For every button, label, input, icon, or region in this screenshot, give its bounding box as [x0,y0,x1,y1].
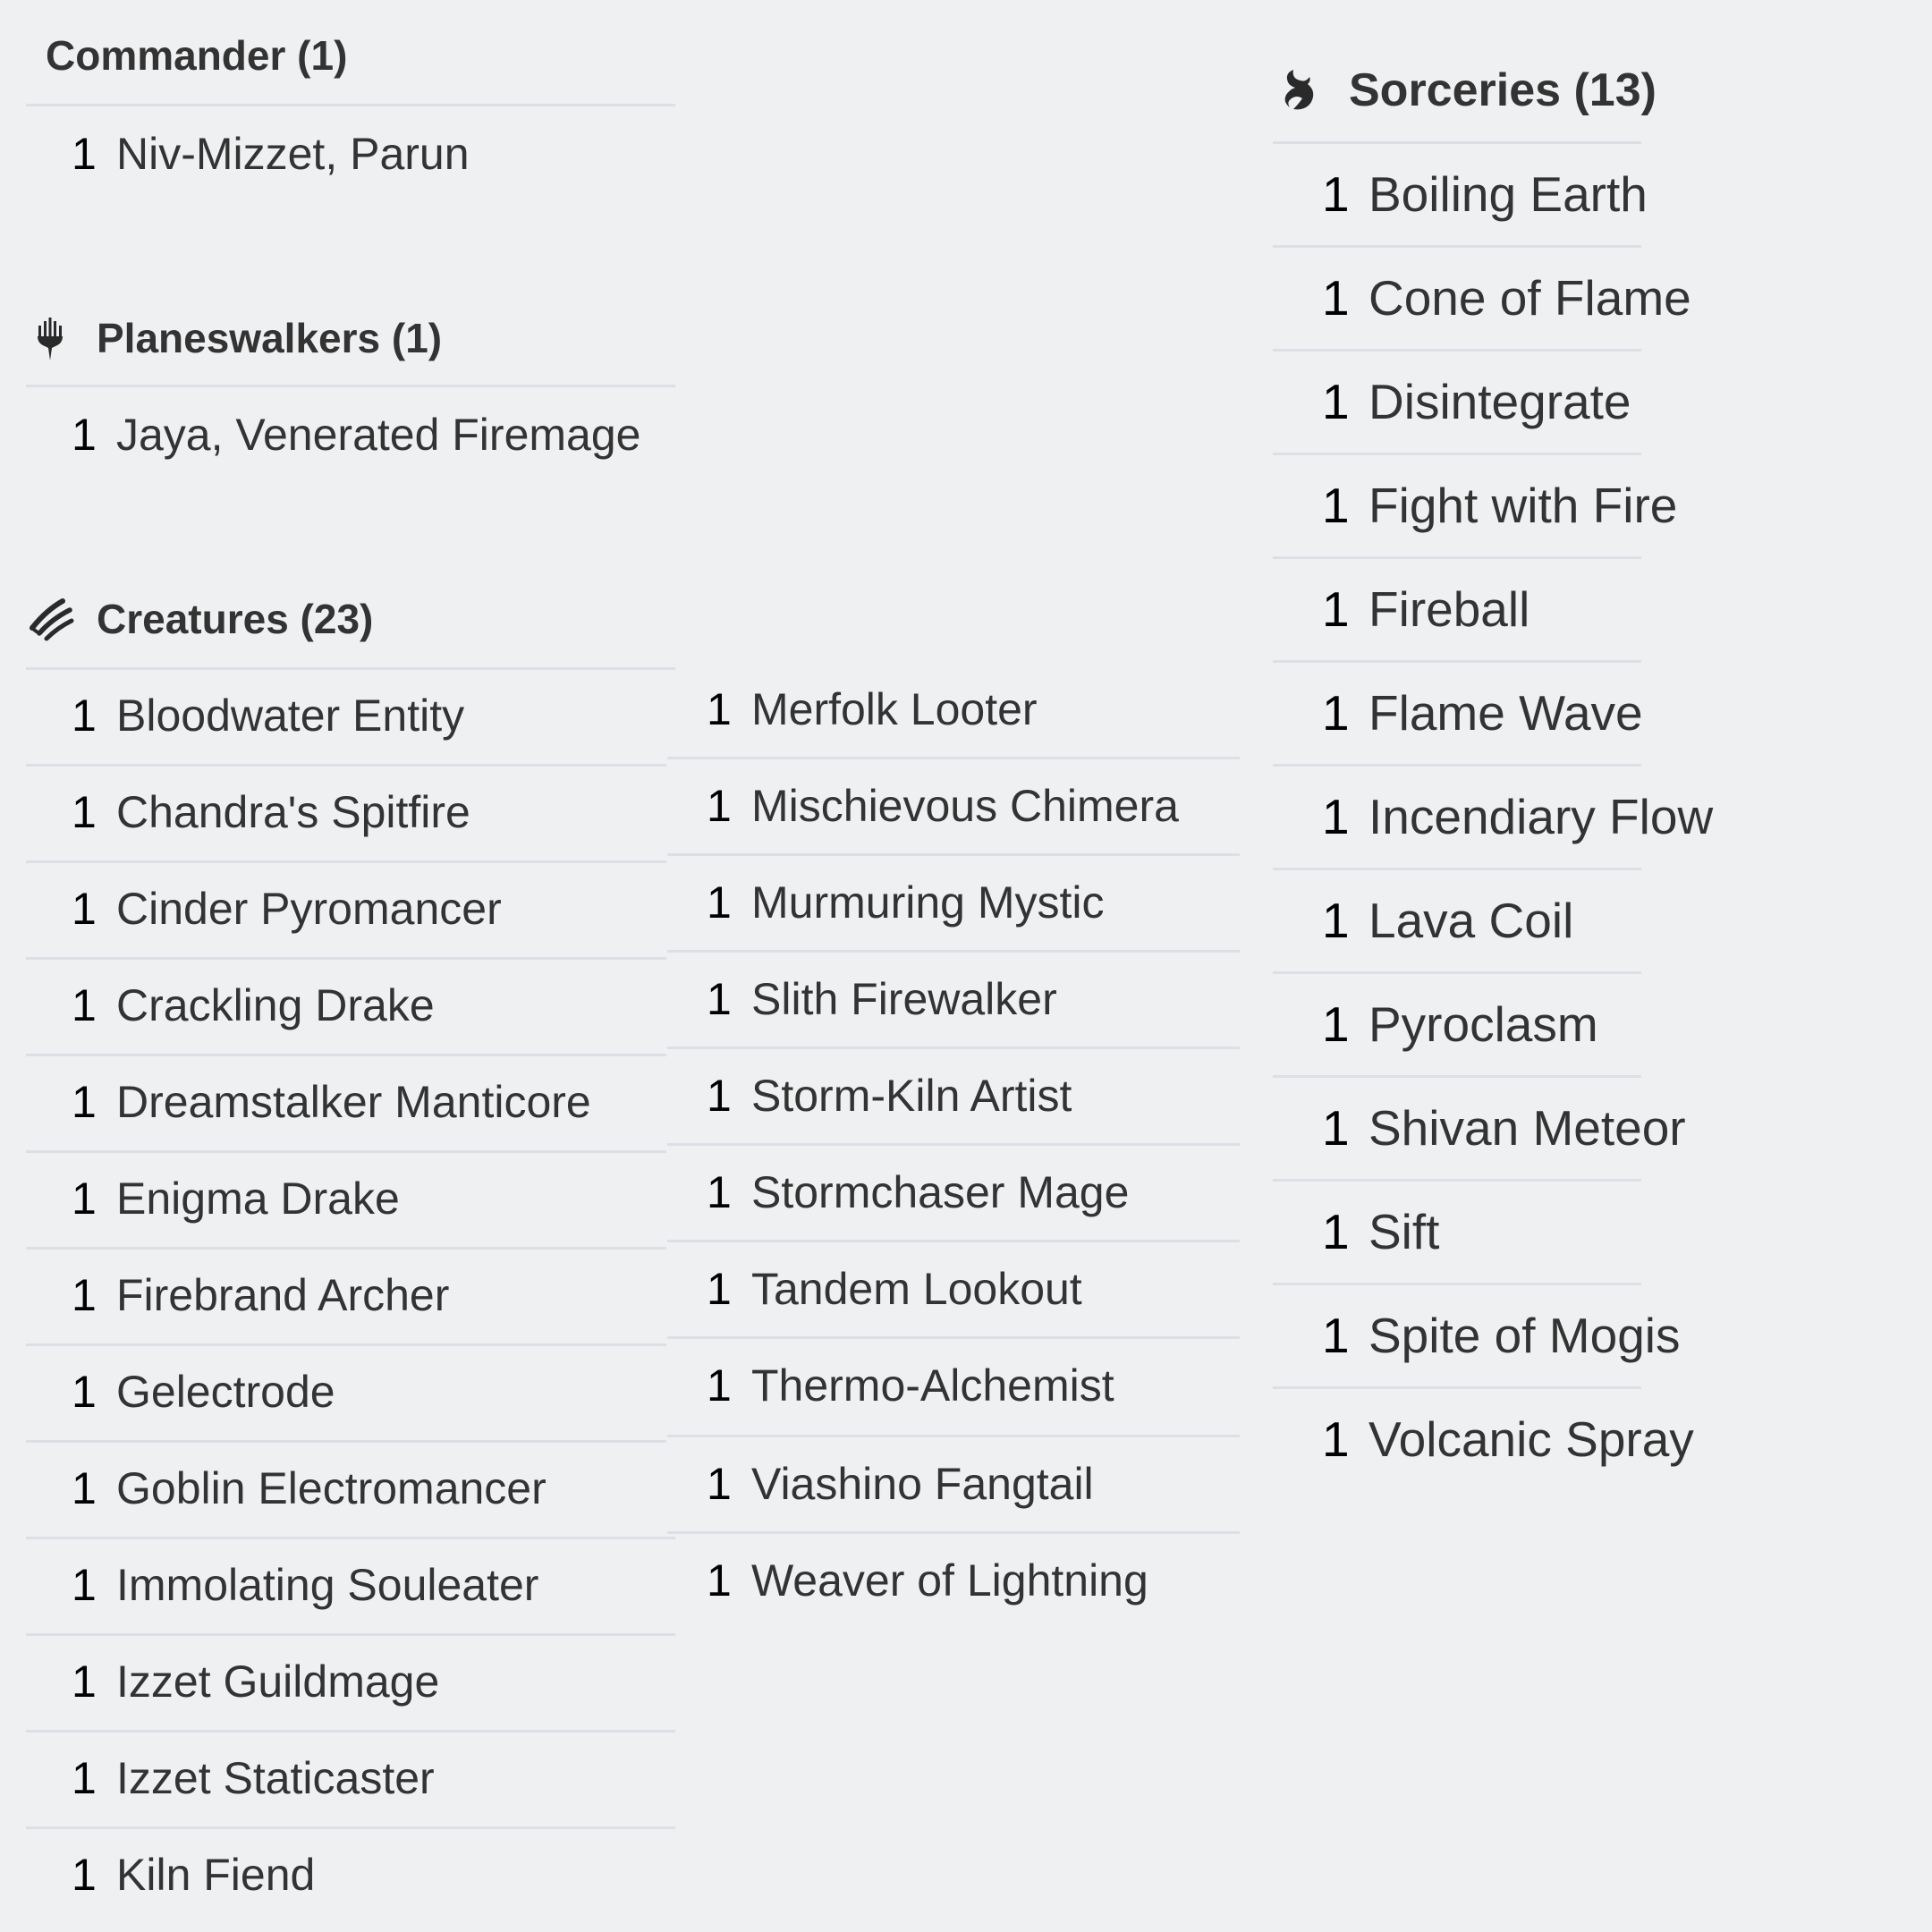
card-name[interactable]: Kiln Fiend [116,1850,316,1900]
card-name[interactable]: Niv-Mizzet, Parun [116,129,470,179]
card-quantity: 1 [72,1753,97,1803]
card-name[interactable]: Viashino Fangtail [751,1459,1094,1509]
card-quantity: 1 [1322,374,1350,429]
card-quantity: 1 [72,1270,97,1320]
card-quantity: 1 [1322,166,1350,222]
card-quantity: 1 [72,1560,97,1610]
card-quantity: 1 [72,691,97,741]
card-name[interactable]: Volcanic Spray [1368,1411,1694,1467]
card-name[interactable]: Gelectrode [116,1367,335,1417]
card-name[interactable]: Murmuring Mystic [751,877,1105,928]
card-row[interactable] [1322,1180,1439,1284]
card-name[interactable]: Flame Wave [1368,685,1643,741]
card-quantity: 1 [707,1071,732,1121]
card-quantity: 1 [707,1264,732,1314]
card-quantity: 1 [1322,996,1350,1052]
card-name[interactable]: Goblin Electromancer [116,1463,547,1513]
card-name[interactable]: Disintegrate [1368,374,1631,429]
card-quantity: 1 [1322,478,1350,533]
card-quantity: 1 [72,1657,97,1707]
card-name[interactable]: Pyroclasm [1368,996,1598,1052]
card-row[interactable] [1322,350,1631,453]
card-quantity: 1 [1322,685,1350,741]
card-name[interactable]: Chandra's Spitfire [116,787,470,837]
card-name[interactable]: Storm-Kiln Artist [751,1071,1072,1121]
card-quantity: 1 [1322,1100,1350,1156]
card-row[interactable] [1322,661,1643,765]
card-quantity: 1 [1322,1308,1350,1363]
card-row[interactable] [1322,869,1573,972]
card-quantity: 1 [1322,893,1350,948]
card-quantity: 1 [72,1463,97,1513]
creatures-title: Creatures (23) [97,596,374,642]
card-name[interactable]: Izzet Staticaster [116,1753,435,1803]
card-name[interactable]: Enigma Drake [116,1174,400,1224]
card-quantity: 1 [707,781,732,831]
card-quantity: 1 [72,129,97,179]
card-name[interactable]: Firebrand Archer [116,1270,450,1320]
card-name[interactable]: Shivan Meteor [1368,1100,1686,1156]
commander-title: Commander (1) [46,32,348,79]
card-name[interactable]: Jaya, Venerated Firemage [116,410,641,460]
card-row[interactable] [1322,1387,1694,1491]
card-name[interactable]: Mischievous Chimera [751,781,1179,831]
card-quantity: 1 [1322,1204,1350,1259]
card-name[interactable]: Stormchaser Mage [751,1167,1130,1217]
card-name[interactable]: Spite of Mogis [1368,1308,1681,1363]
card-name[interactable]: Fight with Fire [1368,478,1678,533]
card-quantity: 1 [72,1077,97,1127]
card-quantity: 1 [1322,581,1350,637]
sorceries-title: Sorceries (13) [1349,64,1657,116]
card-name[interactable]: Bloodwater Entity [116,691,465,741]
card-row[interactable] [1322,972,1598,1076]
card-quantity: 1 [707,1555,732,1606]
card-name[interactable]: Tandem Lookout [751,1264,1082,1314]
card-name[interactable]: Slith Firewalker [751,974,1057,1024]
card-row[interactable] [1322,1284,1681,1387]
card-name[interactable]: Incendiary Flow [1368,789,1714,844]
card-quantity: 1 [72,1367,97,1417]
card-quantity: 1 [1322,789,1350,844]
card-row[interactable] [1322,453,1677,557]
card-name[interactable]: Lava Coil [1368,893,1574,948]
card-quantity: 1 [72,1850,97,1900]
card-name[interactable]: Thermo-Alchemist [751,1360,1114,1411]
card-name[interactable]: Crackling Drake [116,980,435,1030]
card-quantity: 1 [707,877,732,928]
card-quantity: 1 [1322,270,1350,326]
card-name[interactable]: Sift [1368,1204,1440,1259]
card-row[interactable] [1322,1076,1686,1180]
card-row[interactable] [1322,557,1530,661]
card-quantity: 1 [707,1167,732,1217]
card-name[interactable]: Merfolk Looter [751,684,1038,734]
card-quantity: 1 [707,1459,732,1509]
card-name[interactable]: Izzet Guildmage [116,1657,440,1707]
card-quantity: 1 [72,1174,97,1224]
card-name[interactable]: Boiling Earth [1368,166,1648,222]
card-name[interactable]: Immolating Souleater [116,1560,539,1610]
sorceries-header [1279,63,1657,118]
card-quantity: 1 [72,787,97,837]
sorcery-flame-icon [1279,68,1318,113]
card-quantity: 1 [1322,1411,1350,1467]
planeswalkers-title: Planeswalkers (1) [97,315,443,361]
card-quantity: 1 [707,974,732,1024]
card-name[interactable]: Weaver of Lightning [751,1555,1148,1606]
card-quantity: 1 [72,980,97,1030]
card-quantity: 1 [72,884,97,934]
card-name[interactable]: Dreamstalker Manticore [116,1077,591,1127]
card-quantity: 1 [707,684,732,734]
card-name[interactable]: Fireball [1368,581,1530,637]
card-quantity: 1 [72,410,97,460]
card-row[interactable] [1322,142,1648,246]
card-name[interactable]: Cone of Flame [1368,270,1691,326]
card-row[interactable] [1322,246,1691,350]
card-name[interactable]: Cinder Pyromancer [116,884,502,934]
card-row[interactable] [1322,765,1713,869]
card-quantity: 1 [707,1360,732,1411]
